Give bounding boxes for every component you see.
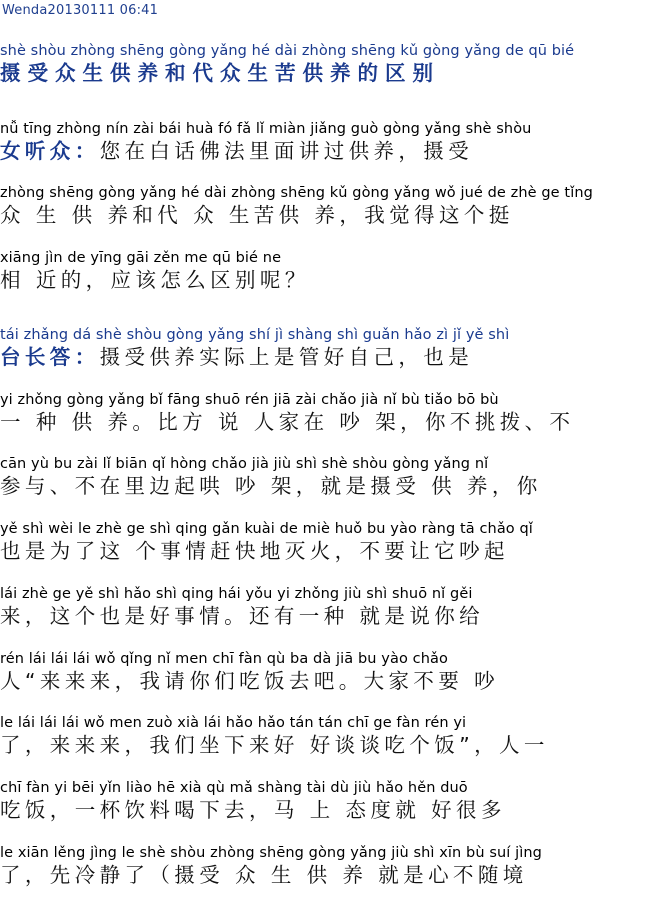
pinyin-line: shè shòu zhòng shēng gòng yǎng hé dài zhòng shēng kǔ gòng yǎng de qū bié xyxy=(0,43,575,59)
text-line xyxy=(0,391,654,435)
speaker-label: 女听众： xyxy=(0,139,100,163)
pinyin-line: yi zhǒng gòng yǎng bǐ fāng shuō rén jiā zài chǎo jià nǐ bù tiǎo bō bù xyxy=(0,392,499,408)
text-line xyxy=(0,779,654,823)
hanzi-line: 您在白话佛法里面讲过供养，摄受 xyxy=(99,139,474,163)
text-line xyxy=(0,585,654,629)
title-hanzi: 摄受众生供养和代众生苦供养的区别 xyxy=(0,61,440,85)
text-line xyxy=(0,455,654,499)
pinyin-line: chī fàn yi bēi yǐn liào hē xià qù mǎ shàng tài dù jiù hǎo hěn duō xyxy=(0,780,468,796)
pinyin-line: nǚ tīng zhòng nín zài bái huà fó fǎ lǐ miàn jiǎng guò gòng yǎng shè shòu xyxy=(0,121,532,137)
speaker-label: 台长答： xyxy=(0,345,100,369)
text-line xyxy=(0,714,654,758)
hanzi-line: 了，先冷静了（摄受 众 生 供 养 就是心不随境 xyxy=(0,863,528,887)
title-line xyxy=(0,42,654,86)
hanzi-line: 参与、不在里边起哄 吵 架，就是摄受 供 养，你 xyxy=(0,474,542,498)
hanzi-line: 相 近的，应该怎么区别呢？ xyxy=(0,268,310,292)
text-line xyxy=(0,184,654,228)
text-line xyxy=(0,120,654,164)
timestamp: Wenda20130111 06:41 xyxy=(2,3,159,18)
hanzi-line: 来，这个也是好事情。还有一种 就是说你给 xyxy=(0,604,485,628)
pinyin-line: le xiān lěng jìng le shè shòu zhòng shēng gòng yǎng jiù shì xīn bù suí jìng xyxy=(0,845,542,861)
hanzi-line: 吃饭，一杯饮料喝下去，马 上 态度就 好很多 xyxy=(0,798,506,822)
hanzi-line: 也是为了这 个事情赶快地灭火，不要让它吵起 xyxy=(0,539,509,563)
text-line xyxy=(0,650,654,694)
hanzi-line: 一 种 供 养。比方 说 人家在 吵 架，你不挑拨、不 xyxy=(0,410,575,434)
hanzi-line: 了，来来来，我们坐下来好 好谈谈吃个饭”，人一 xyxy=(0,733,549,757)
pinyin-line: xiāng jìn de yīng gāi zěn me qū bié ne xyxy=(0,250,282,266)
pinyin-line: zhòng shēng gòng yǎng hé dài zhòng shēng kǔ gòng yǎng wǒ jué de zhè ge tǐng xyxy=(0,185,593,201)
pinyin-line: tái zhǎng dá shè shòu gòng yǎng shí jì shàng shì guǎn hǎo zì jǐ yě shì xyxy=(0,327,510,343)
hanzi-line: 摄受供养实际上是管好自己，也是 xyxy=(99,345,474,369)
pinyin-line: lái zhè ge yě shì hǎo shì qing hái yǒu yi zhǒng jiù shì shuō nǐ gěi xyxy=(0,586,473,602)
text-line xyxy=(0,326,654,370)
text-line xyxy=(0,844,654,888)
pinyin-line: rén lái lái lái wǒ qǐng nǐ men chī fàn qù ba dà jiā bu yào chǎo xyxy=(0,651,448,667)
pinyin-line: yě shì wèi le zhè ge shì qing gǎn kuài de miè huǒ bu yào ràng tā chǎo qǐ xyxy=(0,521,533,537)
pinyin-line: cān yù bu zài lǐ biān qǐ hòng chǎo jià jiù shì shè shòu gòng yǎng nǐ xyxy=(0,456,489,472)
hanzi-line: 人“来来来，我请你们吃饭去吧。大家不要 吵 xyxy=(0,669,500,693)
pinyin-line: le lái lái lái wǒ men zuò xià lái hǎo hǎo tán tán chī ge fàn rén yi xyxy=(0,715,467,731)
text-line xyxy=(0,249,654,293)
hanzi-line: 众 生 供 养和代 众 生苦供 养，我觉得这个挺 xyxy=(0,203,514,227)
text-line xyxy=(0,520,654,564)
